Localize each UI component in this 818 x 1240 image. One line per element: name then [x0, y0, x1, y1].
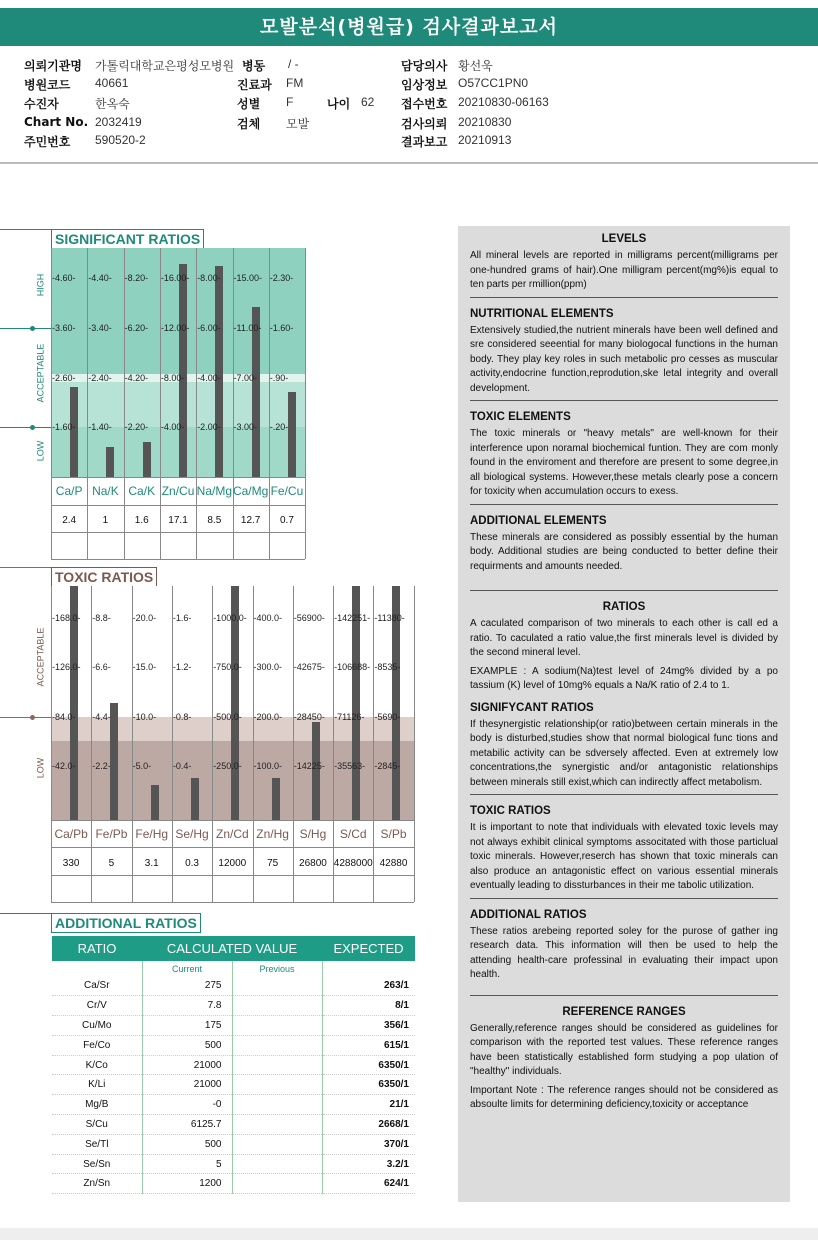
sig-column-label: Fe/Cu — [270, 484, 304, 498]
tox-column-value: 26800 — [299, 858, 327, 869]
expected-value-cell: 6350/1 — [322, 1075, 415, 1095]
tox-col-divider — [253, 586, 254, 902]
previous-value-cell — [232, 1016, 322, 1036]
sig-tick-label: -2.40- — [88, 373, 112, 383]
age-label: 나이 — [327, 97, 351, 111]
sig-zone-label-high: HIGH — [35, 273, 46, 297]
tox-axis-line — [51, 820, 414, 821]
current-value-cell: 175 — [142, 1016, 232, 1036]
sig-row-line — [51, 505, 305, 506]
tox-tick-label: -126.0- — [52, 662, 81, 672]
sig-bar — [70, 387, 78, 477]
tox-column-label: Zn/Hg — [256, 827, 289, 841]
tox-tick-label: -2.2- — [92, 761, 111, 771]
sig-tick-label: -1.40- — [88, 422, 112, 432]
additional-ratio-row — [52, 1075, 415, 1095]
sig-col-divider — [196, 248, 197, 559]
ratio-cell: Se/Tl — [52, 1134, 142, 1154]
tox-tick-label: -1.2- — [172, 662, 192, 672]
institution-value: 가톨릭대학교은평성모병원 — [95, 59, 235, 73]
info-panel — [458, 226, 790, 1202]
tox-column-label: S/Hg — [299, 827, 327, 841]
receipt-value: 20210830-06163 — [458, 95, 549, 109]
tox-bar — [191, 778, 199, 820]
tox-tick-label: -42675- — [293, 662, 325, 672]
expected-value-cell: 615/1 — [322, 1035, 415, 1055]
sig-tick-label: -4.40- — [88, 273, 112, 283]
expected-value-cell: 370/1 — [322, 1134, 415, 1154]
age-value: 62 — [361, 95, 375, 109]
current-value-cell: 21000 — [142, 1055, 232, 1075]
tox-zone-label-low: LOW — [35, 757, 46, 779]
col-expected-header: EXPECTED — [322, 936, 415, 961]
current-value-cell: 500 — [142, 1035, 232, 1055]
tox-col-divider — [91, 586, 92, 902]
current-value-cell: 6125.7 — [142, 1115, 232, 1135]
expected-value-cell: 356/1 — [322, 1016, 415, 1036]
sig-column-value: 1 — [102, 515, 109, 526]
tox-bar — [110, 703, 118, 820]
sig-column-value: 17.1 — [168, 515, 188, 526]
ratio-cell: Zn/Sn — [52, 1174, 142, 1194]
sig-tick-label: -4.60- — [52, 273, 76, 283]
tox-row-line — [51, 875, 414, 876]
toxic-title: TOXIC RATIOS — [51, 567, 157, 587]
doctor-label: 담당의사 — [401, 59, 448, 73]
previous-value-cell — [232, 1174, 322, 1194]
sig-tick-label: -8.00- — [197, 273, 221, 283]
tox-tick-label: -20.0- — [132, 613, 157, 623]
current-value-cell: 500 — [142, 1134, 232, 1154]
tox-column-value: 4288000 — [333, 858, 373, 869]
sig-bar — [179, 264, 187, 477]
tox-column-value: 0.3 — [185, 858, 199, 869]
sig-column-label: Ca/P — [55, 484, 83, 498]
col-ratio-header: RATIO — [52, 936, 142, 961]
ratio-cell: K/Li — [52, 1075, 142, 1095]
sig-bar — [106, 447, 114, 477]
sex-label: 성별 — [237, 97, 261, 111]
sig-col-divider — [305, 248, 306, 559]
col-previous-header: Previous — [232, 961, 322, 976]
tox-tick-label: -28450- — [293, 712, 325, 722]
specimen-label: 검체 — [237, 117, 261, 131]
report-label: 결과보고 — [401, 135, 448, 149]
sig-bar — [288, 392, 296, 477]
request-value: 20210830 — [458, 115, 512, 129]
additional-ratio-row — [52, 1055, 415, 1075]
tox-column-label: Zn/Cd — [215, 827, 249, 841]
sig-column-value: 1.6 — [134, 515, 149, 526]
tox-tick-label: -8535- — [374, 662, 401, 672]
report-title: 모발분석(병원급) 검사결과보고서 — [0, 8, 818, 46]
chart-value: 2032419 — [95, 115, 142, 129]
ward-label: 병동 — [242, 59, 266, 73]
nutritional-heading: NUTRITIONAL ELEMENTS — [470, 307, 614, 320]
sig-zone-label-low: LOW — [35, 440, 46, 462]
tox-column-value: 75 — [267, 858, 279, 869]
ratios-text: A caculated comparison of two minerals to each other is call ed a ratio. To caculated a ratio value,the first minerals level is divided by the second mineral level. — [470, 618, 778, 658]
ratio-cell: S/Cu — [52, 1115, 142, 1135]
sig-tick-label: -6.00- — [197, 323, 221, 333]
expected-value-cell: 263/1 — [322, 976, 415, 996]
tox-column-value: 5 — [108, 858, 115, 869]
sig-tick-label: -.90- — [269, 373, 289, 383]
sig-tick-label: -4.00- — [197, 373, 221, 383]
tox-tick-label: -300.0- — [253, 662, 283, 672]
sig-tick-label: -8.20- — [124, 273, 149, 283]
sig-column-label: Ca/K — [128, 484, 156, 498]
sig-tick-label: -1.60- — [52, 422, 76, 432]
tox-tick-label: -14225- — [293, 761, 325, 771]
current-value-cell: -0 — [142, 1095, 232, 1115]
sig-axis-line — [51, 477, 305, 478]
ratio-cell: Mg/B — [52, 1095, 142, 1115]
tox-tick-label: -4.4- — [92, 712, 111, 722]
tox-tick-label: -10.0- — [132, 712, 157, 722]
sig-tick-label: -1.60- — [269, 323, 294, 333]
sig-bar — [215, 266, 223, 477]
tox-tick-label: -200.0- — [253, 712, 283, 722]
tox-tick-label: -15.0- — [132, 662, 157, 672]
tox-tick-label: -2845- — [374, 761, 401, 771]
tox-col-divider — [414, 586, 415, 902]
sig-tick-label: -2.00- — [197, 422, 221, 432]
reference-ranges-note: Important Note : The reference ranges should not be considered as absoulte limits for determining deficiency,toxicity or acceptance — [470, 1084, 778, 1110]
tox-tick-label: -8.8- — [92, 613, 111, 623]
previous-value-cell — [232, 1134, 322, 1154]
previous-value-cell — [232, 1075, 322, 1095]
tox-tick-label: -168.0- — [52, 613, 81, 623]
sig-guide-dot-upper — [30, 326, 35, 331]
levels-heading: LEVELS — [601, 233, 647, 245]
tox-tick-label: -35563- — [334, 761, 366, 771]
current-value-cell: 7.8 — [142, 996, 232, 1016]
tox-column-label: S/Cd — [339, 827, 367, 841]
tox-column-label: Fe/Hg — [135, 827, 169, 841]
tox-column-label: S/Pb — [380, 827, 407, 841]
sig-tick-label: -2.30- — [269, 273, 294, 283]
tox-zone-label-acceptable: ACCEPTABLE — [35, 627, 46, 687]
sig-tick-label: -4.20- — [124, 373, 149, 383]
tox-tick-label: -1000.0- — [213, 613, 247, 623]
toxic-ratios-text: It is important to note that individuals with elevated toxic levels may not always exhibit clinical symptoms associtated with those particlual toxic minerals. However,reserch has shown that toxic minerals can also produce an antagonistic effect on various essential minerals eventually leading to dissturbances in their me tabolic utilization. — [470, 822, 778, 891]
tox-row-line — [51, 902, 414, 903]
additional-title: ADDITIONAL RATIOS — [51, 913, 201, 933]
additional-ratio-row — [52, 1134, 415, 1154]
sig-tick-label: -2.20- — [124, 422, 149, 432]
sig-col-divider — [51, 248, 52, 559]
patient-label: 수진자 — [24, 97, 59, 111]
tox-tick-label: -106688- — [334, 662, 371, 672]
additional-ratio-row — [52, 1035, 415, 1055]
specimen-value: 모발 — [286, 117, 310, 131]
ratio-cell: K/Co — [52, 1055, 142, 1075]
sig-column-value: 8.5 — [207, 515, 222, 526]
sig-tick-label: -2.60- — [52, 373, 76, 383]
additional-ratios-table — [52, 936, 415, 1194]
tox-column-label: Se/Hg — [175, 827, 209, 841]
sig-tick-label: -4.00- — [160, 422, 185, 432]
tox-col-divider — [51, 586, 52, 902]
levels-text: All mineral levels are reported in milligrams percent(milligrams per one-hundred grams of hair).One milligram percent(mg%)is equal to ten parts per rmillion(ppm) — [470, 250, 778, 290]
previous-value-cell — [232, 996, 322, 1016]
clinical-value: O57CC1PN0 — [458, 76, 529, 90]
ward-value: / - — [288, 57, 299, 71]
sig-col-divider — [87, 248, 88, 559]
reference-ranges-text: Generally,reference ranges should be considered as guidelines for comparison with the reported test values. These reference ranges have been statistically established form studying a pop ulation of "healthy" individuals. — [470, 1022, 778, 1077]
header-divider — [0, 162, 818, 164]
sig-tick-label: -.20- — [269, 422, 289, 432]
tox-col-divider — [333, 586, 334, 902]
tox-col-divider — [172, 586, 173, 902]
tox-tick-label: -400.0- — [253, 613, 283, 623]
dept-value: FM — [286, 76, 304, 90]
additional-ratio-row — [52, 1174, 415, 1194]
tox-bar — [272, 778, 280, 820]
sig-row-line — [51, 559, 305, 560]
sig-column-value: 0.7 — [279, 515, 294, 526]
additional-ratio-row — [52, 1115, 415, 1135]
tox-bar — [151, 785, 159, 820]
tox-bar — [312, 722, 320, 820]
resident-label: 주민번호 — [24, 135, 71, 149]
sig-tick-label: -16.00- — [160, 273, 190, 283]
sig-guide-dot-lower — [30, 425, 35, 430]
request-label: 검사의뢰 — [401, 117, 448, 131]
sig-tick-label: -3.00- — [233, 422, 258, 432]
additional-ratios-heading: ADDITIONAL RATIOS — [470, 908, 587, 921]
tox-tick-label: -56900- — [293, 613, 325, 623]
previous-value-cell — [232, 1095, 322, 1115]
sig-column-label: Na/K — [92, 484, 119, 498]
previous-value-cell — [232, 1035, 322, 1055]
receipt-label: 접수번호 — [401, 97, 448, 111]
institution-label: 의뢰기관명 — [24, 59, 82, 73]
clinical-label: 임상정보 — [401, 78, 448, 92]
tox-tick-label: -5690- — [374, 712, 401, 722]
tox-column-label: Ca/Pb — [54, 827, 88, 841]
tox-tick-label: -6.6- — [92, 662, 111, 672]
sig-col-divider — [269, 248, 270, 559]
reference-ranges-heading: REFERENCE RANGES — [562, 1005, 686, 1018]
ratio-cell: Fe/Co — [52, 1035, 142, 1055]
sig-column-value: 12.7 — [240, 515, 261, 526]
additional-elements-heading: ADDITIONAL ELEMENTS — [470, 514, 607, 527]
chart-label: Chart No. — [24, 115, 89, 129]
additional-ratio-row — [52, 996, 415, 1016]
tox-row-line — [51, 847, 414, 848]
tox-col-divider — [293, 586, 294, 902]
tox-col-divider — [212, 586, 213, 902]
dept-label: 진료과 — [237, 78, 272, 92]
expected-value-cell: 8/1 — [322, 996, 415, 1016]
report-value: 20210913 — [458, 133, 512, 147]
sig-tick-label: -6.20- — [124, 323, 149, 333]
sig-tick-label: -8.00- — [160, 373, 185, 383]
sig-column-label: Zn/Cu — [161, 484, 195, 498]
ratio-cell: Cr/V — [52, 996, 142, 1016]
current-value-cell: 1200 — [142, 1174, 232, 1194]
tox-tick-label: -750.0- — [213, 662, 242, 672]
significant-title: SIGNIFICANT RATIOS — [51, 229, 204, 249]
tox-tick-label: -100.0- — [253, 761, 283, 771]
doctor-value: 황선욱 — [458, 59, 493, 73]
additional-ratio-row — [52, 976, 415, 996]
additional-ratio-row — [52, 1016, 415, 1036]
tox-col-divider — [373, 586, 374, 902]
expected-value-cell: 6350/1 — [322, 1055, 415, 1075]
bottom-band — [0, 1228, 818, 1240]
sig-row-line — [51, 532, 305, 533]
tox-guide-dot — [30, 715, 35, 720]
tox-column-value: 12000 — [218, 858, 247, 869]
previous-value-cell — [232, 1055, 322, 1075]
ratios-example: EXAMPLE : A sodium(Na)test level of 24mg% divided by a po tassium (K) level of 10mg% equals a Na/K ratio of 2.4 to 1. — [470, 665, 778, 691]
sig-tick-label: -11.00- — [233, 323, 262, 333]
additional-ratio-row — [52, 1154, 415, 1174]
tox-tick-label: -500.0- — [213, 712, 242, 722]
tox-col-divider — [132, 586, 133, 902]
sig-column-label: Ca/Mg — [232, 484, 269, 498]
hospital-code-label: 병원코드 — [24, 78, 71, 92]
hospital-code-value: 40661 — [95, 76, 129, 90]
sig-tick-label: -3.40- — [88, 323, 112, 333]
toxic-elements-text: The toxic minerals or "heavy metals" are well-known for their interference upon noramal biochemical funtion. They are com monly found in the enviroment and therefore are present to some degree,in all biological systems. However,these metals clearly pose a concern for toxicity when accumulation occurs to exess. — [470, 428, 778, 497]
toxic-ratios-heading: TOXIC RATIOS — [470, 805, 551, 817]
tox-tick-label: -0.8- — [172, 712, 192, 722]
nutritional-text: Extensively studied,the nutrient minerals have been well defined and sre considered seeential for many biologocal functions in the human body. They play key roles in such metabolic pro cesses as muscular activity,endocrine function,reprodution,ske letal integrity and overall development. — [470, 324, 778, 394]
current-value-cell: 275 — [142, 976, 232, 996]
tox-column-label: Fe/Pb — [95, 827, 128, 841]
expected-value-cell: 2668/1 — [322, 1115, 415, 1135]
tox-tick-label: -250.0- — [213, 761, 242, 771]
sig-tick-label: -3.60- — [52, 323, 76, 333]
sig-col-divider — [233, 248, 234, 559]
ratio-cell: Cu/Mo — [52, 1016, 142, 1036]
previous-value-cell — [232, 1154, 322, 1174]
sig-tick-label: -12.00- — [160, 323, 190, 333]
tox-guide — [0, 717, 51, 718]
ratio-cell: Ca/Sr — [52, 976, 142, 996]
ratio-cell: Se/Sn — [52, 1154, 142, 1174]
toxic-elements-heading: TOXIC ELEMENTS — [470, 411, 571, 423]
tox-tick-label: -42.0- — [52, 761, 76, 771]
tox-tick-label: -11380- — [374, 613, 405, 623]
tox-tick-label: -0.4- — [172, 761, 192, 771]
sig-col-divider — [160, 248, 161, 559]
tox-tick-label: -142251- — [334, 613, 371, 623]
col-current-header: Current — [142, 961, 232, 976]
sig-bar — [143, 442, 151, 477]
tox-column-value: 3.1 — [144, 858, 159, 869]
sig-column-label: Na/Mg — [196, 484, 232, 498]
sig-zone-label-acceptable: ACCEPTABLE — [35, 343, 46, 403]
significant-ratios-heading: SIGNIFYCANT RATIOS — [470, 701, 594, 714]
tox-tick-label: -71126- — [334, 712, 365, 722]
previous-value-cell — [232, 976, 322, 996]
significant-ratios-text: If thesynergistic relationship(or ratio)between certain minerals in the body is disturbed,studies show that normal biological func tions and metabilic activity can be sdversely affected. Even at extremely low concentrations,the synergistic and/or antagonistic relationships between minerals still exist,which can indirectly affect metabolism. — [470, 718, 778, 788]
sig-column-value: 2.4 — [62, 515, 77, 526]
expected-value-cell: 21/1 — [322, 1095, 415, 1115]
sex-value: F — [286, 95, 294, 109]
tox-column-value: 42880 — [379, 858, 408, 869]
sig-tick-label: -7.00- — [233, 373, 258, 383]
sig-guide-lower — [0, 427, 51, 428]
tox-tick-label: -5.0- — [132, 761, 152, 771]
patient-value: 한옥숙 — [95, 97, 130, 111]
current-value-cell: 5 — [142, 1154, 232, 1174]
additional-ratio-row — [52, 1095, 415, 1115]
sig-col-divider — [124, 248, 125, 559]
tox-column-value: 330 — [62, 858, 80, 869]
sig-guide-upper — [0, 328, 51, 329]
additional-elements-text: These minerals are considered as possibly essential by the human body. Additional studies are being conducted to better define their requirments and amounts needed. — [470, 531, 778, 572]
tox-tick-label: -84.0- — [52, 712, 76, 722]
tox-tick-label: -1.6- — [172, 613, 192, 623]
resident-value: 590520-2 — [95, 133, 146, 147]
ratios-heading: RATIOS — [602, 601, 646, 613]
expected-value-cell: 3.2/1 — [322, 1154, 415, 1174]
sig-tick-label: -15.00- — [233, 273, 263, 283]
additional-ratios-text: These ratios arebeing reported soley for the purose of gather ing research data. This information will then be used to help the attending health-care professinal in evaluating their impact upon health. — [470, 925, 778, 980]
current-value-cell: 21000 — [142, 1075, 232, 1095]
previous-value-cell — [232, 1115, 322, 1135]
expected-value-cell: 624/1 — [322, 1174, 415, 1194]
col-calculated-header: CALCULATED VALUE — [142, 936, 322, 961]
